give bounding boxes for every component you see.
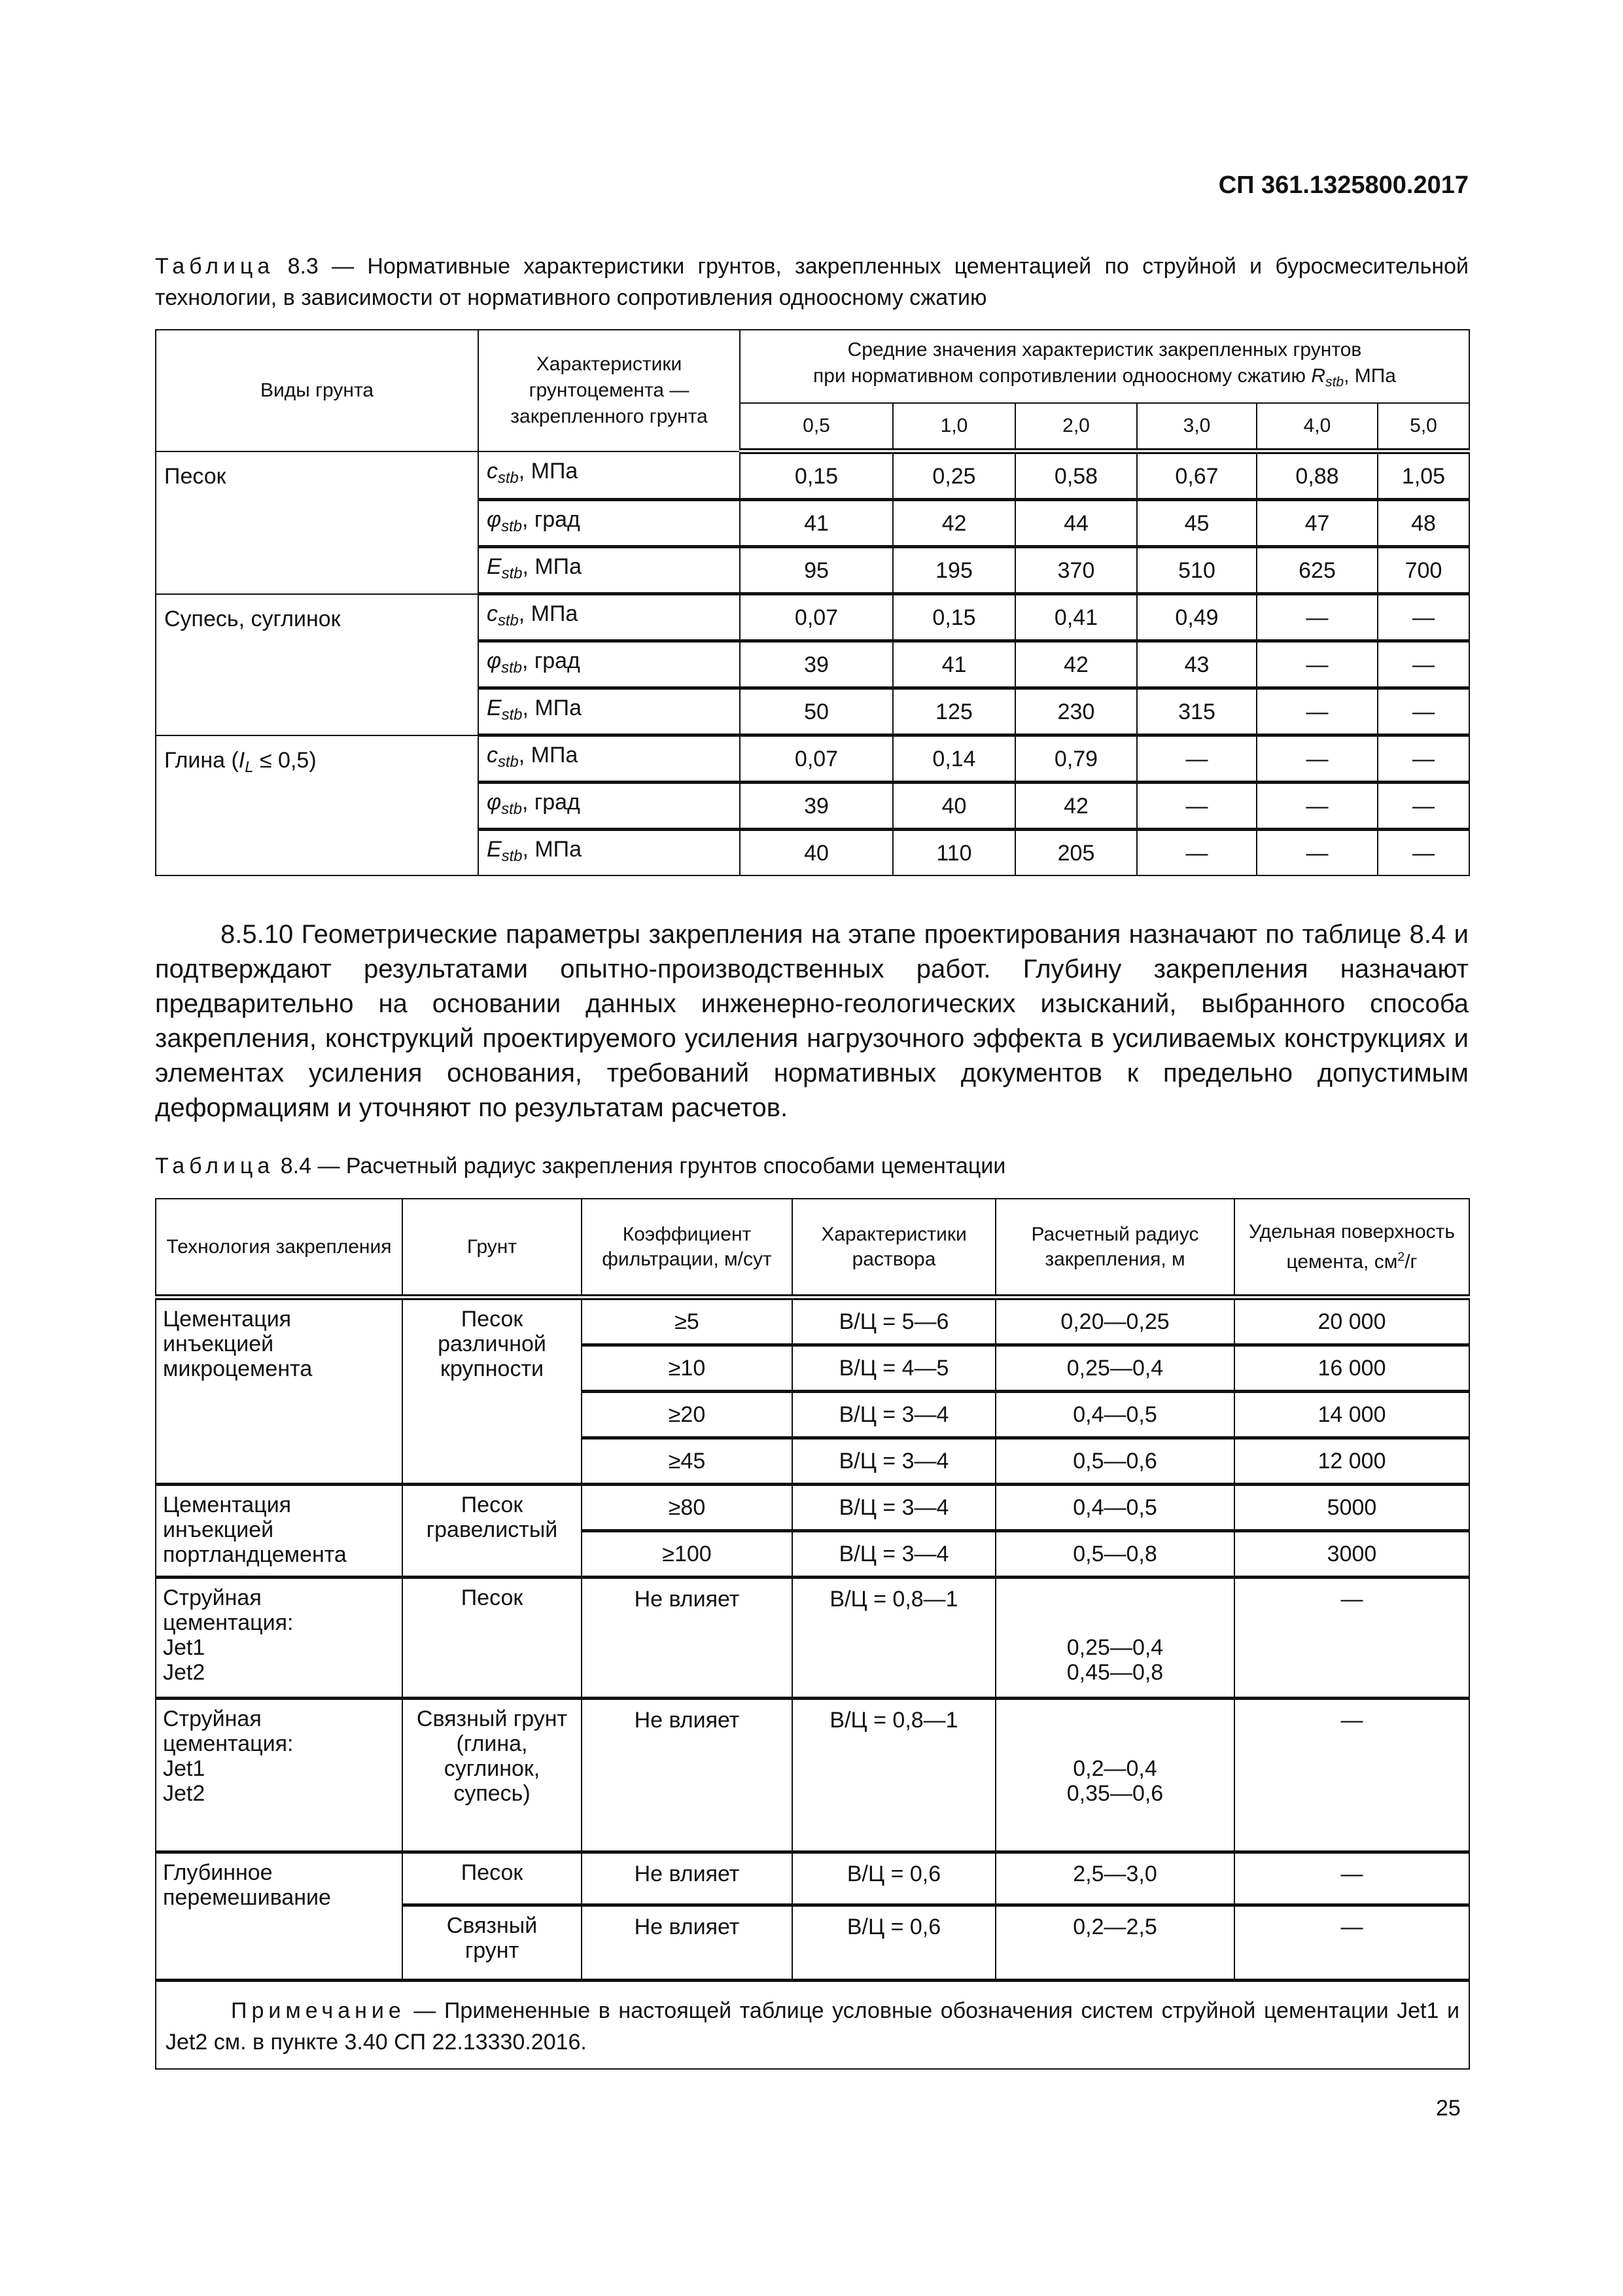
value-cell: 50 (740, 688, 893, 735)
table-row (156, 451, 1469, 500)
value-cell: — (1137, 735, 1257, 783)
soil-cell: Связный грунт (глина, суглинок, супесь) (402, 1699, 582, 1852)
char-cell: $E_{stb}$, МПа (478, 688, 740, 735)
value-cell: 125 (893, 688, 1015, 735)
value-cell: 95 (740, 547, 893, 594)
value-cell: — (1378, 688, 1469, 735)
value-cell: 110 (893, 830, 1015, 876)
value-cell: — (1257, 735, 1378, 783)
header-specific-surface: Удельная поверхность цемента, $см^2/г$ (1234, 1199, 1469, 1298)
r-unit: , МПа (1344, 365, 1396, 387)
value-cell: 195 (893, 547, 1015, 594)
soil-cell: Песок (402, 1852, 582, 1905)
technology-cell: Глубинное перемешивание (156, 1852, 402, 1981)
paragraph-text: Геометрические параметры закрепления на этапе проектирования назначают по таблице 8.4 и подтверждают результатами опытно-производственных работ. Глубину закрепления назначают предварительно на основании данных инженерно-геологических изысканий, выбранного способа закрепления, конструкций проектируемого усиления нагрузочного эффекта в усиливаемых конструкциях и элементах усиления основания, требований нормативных документов к предельно допустимым деформациям и уточняют по результатам расчетов. (155, 920, 1469, 1122)
page-number: 25 (1436, 2096, 1461, 2121)
soil-cell: Песок различной крупности (402, 1298, 582, 1485)
filtration-cell: Не влияет (582, 1852, 792, 1905)
table-row (156, 735, 1469, 783)
radius-cell: 0,2—0,4 0,35—0,6 (996, 1699, 1234, 1852)
value-cell: 44 (1015, 500, 1137, 547)
value-cell: 1,05 (1378, 451, 1469, 500)
solution-cell: В/Ц = 4—5 (792, 1345, 996, 1392)
value-cell: — (1137, 830, 1257, 876)
solution-cell: В/Ц = 0,6 (792, 1852, 996, 1905)
header-r-value: 4,0 (1257, 403, 1378, 451)
value-cell: — (1257, 830, 1378, 876)
solution-cell: В/Ц = 3—4 (792, 1392, 996, 1438)
value-cell: 0,58 (1015, 451, 1137, 500)
table-8-4-caption (155, 1150, 1469, 1182)
document-code: СП 361.1325800.2017 (1218, 171, 1469, 199)
header-design-radius: Расчетный радиус закрепления, м (996, 1199, 1234, 1298)
value-cell: 40 (740, 830, 893, 876)
char-cell: $c_{stb}$, МПа (478, 735, 740, 783)
value-cell: 0,88 (1257, 451, 1378, 500)
value-cell: — (1257, 594, 1378, 641)
value-cell: 0,49 (1137, 594, 1257, 641)
note-text: — Примененные в настоящей таблице условные обозначения систем струйной цементации Jet1 и Jet2 см. в пункте 3.40 СП 22.13330.2016. (166, 1998, 1459, 2055)
value-cell: 0,14 (893, 735, 1015, 783)
value-cell: 42 (1015, 783, 1137, 830)
char-cell: $\varphi_{stb}$, град (478, 783, 740, 830)
value-cell: 39 (740, 783, 893, 830)
table-note-row (156, 1981, 1469, 2070)
caption-text: 8.4 — Расчетный радиус закрепления грунтов способами цементации (274, 1154, 1006, 1178)
header-technology: Технология закрепления (156, 1199, 402, 1298)
value-cell: 700 (1378, 547, 1469, 594)
value-cell: 0,15 (740, 451, 893, 500)
filtration-cell: ≥5 (582, 1298, 792, 1345)
header-filtration-coefficient: Коэффициент фильтрации, м/сут (582, 1199, 792, 1298)
radius-cell: 0,20—0,25 (996, 1298, 1234, 1345)
caption-label: Таблица (155, 1154, 275, 1178)
radius-cell: 0,2—2,5 (996, 1905, 1234, 1981)
char-cell: $E_{stb}$, МПа (478, 547, 740, 594)
surface-cell: — (1234, 1905, 1469, 1981)
value-cell: 40 (893, 783, 1015, 830)
solution-cell: В/Ц = 0,8—1 (792, 1578, 996, 1699)
surface-cell: 16 000 (1234, 1345, 1469, 1392)
table-row (156, 594, 1469, 641)
header-r-value: 5,0 (1378, 403, 1469, 451)
solution-cell: В/Ц = 5—6 (792, 1298, 996, 1345)
radius-cell: 2,5—3,0 (996, 1852, 1234, 1905)
surface-cell: 5000 (1234, 1485, 1469, 1531)
value-cell: — (1378, 594, 1469, 641)
value-cell: 0,07 (740, 594, 893, 641)
note-label: Примечание (231, 1998, 406, 2023)
filtration-cell: ≥20 (582, 1392, 792, 1438)
value-cell: 625 (1257, 547, 1378, 594)
char-cell: $c_{stb}$, МПа (478, 594, 740, 641)
value-cell: 43 (1137, 641, 1257, 688)
table-row (156, 1578, 1469, 1699)
table-row (156, 1699, 1469, 1852)
radius-cell: 0,5—0,8 (996, 1531, 1234, 1578)
value-cell: 0,67 (1137, 451, 1257, 500)
char-cell: $\varphi_{stb}$, град (478, 500, 740, 547)
value-cell: 0,25 (893, 451, 1015, 500)
soil-type-cell: Глина $(I_L \le 0,5)$ (156, 735, 478, 876)
value-cell: 0,79 (1015, 735, 1137, 783)
char-cell: $E_{stb}$, МПа (478, 830, 740, 876)
paragraph-number: 8.5.10 (220, 920, 294, 949)
solution-cell: В/Ц = 3—4 (792, 1531, 996, 1578)
header-solution-characteristics: Характеристики раствора (792, 1199, 996, 1298)
filtration-cell: Не влияет (582, 1905, 792, 1981)
table-note (156, 1981, 1469, 2070)
solution-cell: В/Ц = 3—4 (792, 1438, 996, 1485)
value-cell: 510 (1137, 547, 1257, 594)
table-row (156, 1852, 1469, 1905)
table-row (156, 1298, 1469, 1345)
value-cell: 45 (1137, 500, 1257, 547)
filtration-cell: Не влияет (582, 1578, 792, 1699)
solution-cell: В/Ц = 0,6 (792, 1905, 996, 1981)
table-8-3 (155, 329, 1470, 876)
value-cell: — (1257, 688, 1378, 735)
value-cell: — (1378, 783, 1469, 830)
value-cell: 0,07 (740, 735, 893, 783)
header-soil: Грунт (402, 1199, 582, 1298)
value-cell: 230 (1015, 688, 1137, 735)
paragraph-8-5-10 (155, 917, 1469, 1125)
value-cell: 39 (740, 641, 893, 688)
value-cell: 370 (1015, 547, 1137, 594)
value-cell: — (1378, 735, 1469, 783)
r-subscript: stb (1325, 374, 1344, 390)
value-cell: — (1137, 783, 1257, 830)
header-soil-type: Виды грунта (156, 330, 478, 451)
radius-cell: 0,4—0,5 (996, 1392, 1234, 1438)
radius-cell: 0,5—0,6 (996, 1438, 1234, 1485)
solution-cell: В/Ц = 0,8—1 (792, 1699, 996, 1852)
technology-cell: Цементация инъекцией микроцемента (156, 1298, 402, 1485)
value-cell: — (1378, 830, 1469, 876)
radius-cell: 0,4—0,5 (996, 1485, 1234, 1531)
surface-cell: — (1234, 1578, 1469, 1699)
surface-cell: 14 000 (1234, 1392, 1469, 1438)
soil-type-cell: Супесь, суглинок (156, 594, 478, 735)
r-symbol: R (1311, 365, 1326, 387)
header-characteristic: Характеристики грунтоцемента — закрепленного грунта (478, 330, 740, 451)
soil-cell: Связный грунт (402, 1905, 582, 1981)
surface-cell: — (1234, 1699, 1469, 1852)
filtration-cell: Не влияет (582, 1699, 792, 1852)
char-cell: $\varphi_{stb}$, град (478, 641, 740, 688)
header-mean-values-line2: при нормативном сопротивлении одноосному сжатию (813, 365, 1312, 387)
radius-cell: 0,25—0,4 (996, 1345, 1234, 1392)
header-mean-values-line1: Средние значения характеристик закрепленных грунтов (847, 339, 1362, 361)
value-cell: 205 (1015, 830, 1137, 876)
surface-cell: 12 000 (1234, 1438, 1469, 1485)
value-cell: 42 (893, 500, 1015, 547)
surface-cell: 3000 (1234, 1531, 1469, 1578)
value-cell: — (1257, 641, 1378, 688)
technology-cell: Струйная цементация: Jet1 Jet2 (156, 1578, 402, 1699)
filtration-cell: ≥100 (582, 1531, 792, 1578)
value-cell: 0,15 (893, 594, 1015, 641)
filtration-cell: ≥45 (582, 1438, 792, 1485)
soil-cell: Песок (402, 1578, 582, 1699)
surface-cell: 20 000 (1234, 1298, 1469, 1345)
table-row (156, 1485, 1469, 1531)
caption-text: 8.3 — Нормативные характеристики грунтов, закрепленных цементацией по струйной и буросмесительной технологии, в зависимости от нормативного сопротивления одноосному сжатию (155, 254, 1469, 310)
filtration-cell: ≥80 (582, 1485, 792, 1531)
value-cell: — (1257, 783, 1378, 830)
value-cell: 41 (893, 641, 1015, 688)
value-cell: — (1378, 641, 1469, 688)
header-r-value: 1,0 (893, 403, 1015, 451)
value-cell: 47 (1257, 500, 1378, 547)
header-r-value: 2,0 (1015, 403, 1137, 451)
solution-cell: В/Ц = 3—4 (792, 1485, 996, 1531)
filtration-cell: ≥10 (582, 1345, 792, 1392)
table-8-4 (155, 1198, 1470, 2070)
radius-cell: 0,25—0,4 0,45—0,8 (996, 1578, 1234, 1699)
soil-cell: Песок гравелистый (402, 1485, 582, 1578)
soil-type-cell: Песок (156, 451, 478, 594)
header-mean-values (740, 330, 1469, 403)
header-r-value: 3,0 (1137, 403, 1257, 451)
value-cell: 42 (1015, 641, 1137, 688)
value-cell: 48 (1378, 500, 1469, 547)
char-cell: $c_{stb}$, МПа (478, 451, 740, 500)
surface-cell: — (1234, 1852, 1469, 1905)
technology-cell: Цементация инъекцией портландцемента (156, 1485, 402, 1578)
technology-cell: Струйная цементация: Jet1 Jet2 (156, 1699, 402, 1852)
table-8-3-caption (155, 251, 1469, 313)
caption-label: Таблица (155, 254, 275, 279)
value-cell: 315 (1137, 688, 1257, 735)
value-cell: 41 (740, 500, 893, 547)
value-cell: 0,41 (1015, 594, 1137, 641)
header-r-value: 0,5 (740, 403, 893, 451)
